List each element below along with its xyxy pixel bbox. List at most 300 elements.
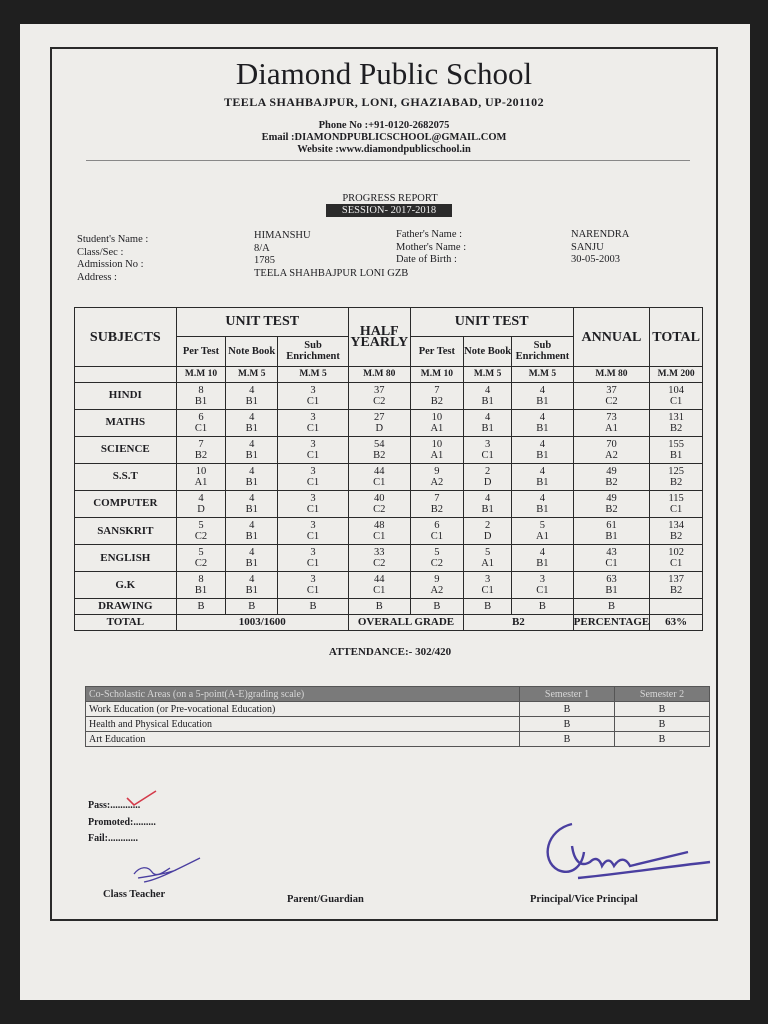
mark-cell [226, 463, 278, 490]
mark-grade: C1 [306, 503, 320, 515]
mark-cell [464, 490, 512, 517]
mark-grade: C1 [306, 558, 320, 570]
mark-value: 4 [198, 492, 204, 504]
student-address: TEELA SHAHBAJPUR LONI GZB [254, 267, 409, 279]
co-grade-sem2: B [615, 717, 710, 732]
mark-value: 134 [668, 520, 684, 532]
note-book-header-2: Note Book [464, 336, 512, 367]
mark-cell [512, 490, 573, 517]
result-pass: Pass:............ [88, 800, 141, 811]
label-mother: Mother's Name : [396, 241, 467, 253]
subject-name: MATHS [75, 409, 177, 436]
mark-cell [464, 436, 512, 463]
mark-cell [573, 436, 650, 463]
mark-value: 4 [249, 384, 255, 396]
mark-cell [176, 436, 226, 463]
mark-value: 3 [485, 574, 491, 586]
drawing-row [75, 599, 703, 614]
mark-grade: C1 [373, 476, 386, 488]
mark-cell [410, 436, 463, 463]
subject-row [75, 572, 703, 599]
max-marks-cell: M.M 80 [573, 367, 650, 382]
mark-value: 3 [310, 547, 316, 559]
school-name: Diamond Public School [235, 56, 533, 91]
mark-value: 3 [310, 384, 316, 396]
result-fail: Fail:............ [88, 833, 138, 844]
father-name: NARENDRA [571, 229, 630, 240]
mark-value: 4 [249, 438, 255, 450]
drawing-grade: B [348, 599, 410, 614]
subject-row [75, 436, 703, 463]
co-scholastic-row [86, 717, 710, 732]
mark-grade: C1 [306, 422, 320, 434]
mark-value: 70 [606, 438, 617, 450]
subject-name: SANSKRIT [75, 517, 177, 544]
mark-cell [410, 463, 463, 490]
overall-grade: B2 [464, 614, 574, 630]
co-area: Health and Physical Education [86, 717, 520, 732]
mark-grade: A1 [430, 449, 444, 461]
mark-grade: D [197, 503, 205, 515]
subject-row [75, 463, 703, 490]
mark-cell [464, 545, 512, 572]
co-grade-sem1: B [520, 732, 615, 747]
mark-cell [278, 490, 349, 517]
mark-value: 49 [606, 492, 617, 504]
mark-value: 3 [310, 520, 316, 532]
mark-cell [348, 463, 410, 490]
mark-grade: B1 [245, 422, 258, 434]
subject-name: COMPUTER [75, 490, 177, 517]
mark-value: 5 [198, 520, 204, 532]
overall-grade-label: OVERALL GRADE [348, 614, 463, 630]
mark-grade: B1 [536, 395, 549, 407]
co-grade-sem1: B [520, 702, 615, 717]
sub-enrichment-header-1: Sub Enrichment [278, 336, 349, 367]
mark-cell [464, 517, 512, 544]
mark-grade: A1 [481, 558, 495, 570]
mark-grade: B1 [605, 585, 618, 597]
mark-cell [410, 382, 463, 409]
mark-cell [176, 517, 226, 544]
mark-value: 125 [668, 465, 684, 477]
mark-value: 4 [249, 411, 255, 423]
mark-value: 4 [539, 438, 546, 450]
max-marks-cell: M.M 5 [226, 367, 278, 382]
label-class: Class/Sec : [77, 246, 124, 258]
mark-grade: C1 [306, 476, 320, 488]
co-scholastic-row [86, 732, 710, 747]
drawing-grade: B [226, 599, 278, 614]
mark-value: 10 [195, 465, 207, 477]
mark-cell [176, 545, 226, 572]
co-grade-sem2: B [615, 732, 710, 747]
student-values [254, 230, 408, 280]
label-father: Father's Name : [396, 229, 463, 240]
mark-grade: B1 [245, 531, 258, 543]
mark-value: 4 [485, 384, 491, 396]
mark-grade: B2 [373, 449, 386, 461]
drawing-grade: B [512, 599, 573, 614]
mark-value: 137 [668, 574, 684, 586]
mark-grade: C2 [605, 395, 618, 407]
mark-grade: B2 [430, 503, 443, 515]
mark-value: 8 [198, 574, 204, 586]
mark-grade: C1 [669, 395, 683, 407]
mark-cell [176, 409, 226, 436]
mark-cell [226, 409, 278, 436]
mark-value: 43 [606, 547, 617, 559]
mark-value: 48 [374, 520, 385, 532]
mark-cell [464, 382, 512, 409]
class-teacher-label: Class Teacher [103, 889, 166, 900]
label-address: Address : [77, 271, 117, 283]
mark-value: 4 [249, 520, 255, 532]
mark-grade: A2 [430, 585, 444, 597]
mark-grade: B1 [194, 585, 208, 597]
mark-grade: D [375, 422, 384, 434]
mark-value: 155 [668, 438, 684, 450]
school-phone: Phone No :+91-0120-2682075 [318, 120, 450, 131]
mark-cell [573, 490, 650, 517]
date-of-birth: 30-05-2003 [571, 254, 620, 265]
mark-grade: B1 [536, 449, 549, 461]
mark-grade: B1 [536, 422, 549, 434]
mark-grade: C1 [306, 449, 320, 461]
subject-row [75, 517, 703, 544]
max-marks-cell: M.M 80 [348, 367, 410, 382]
semester-1-header: Semester 1 [520, 687, 615, 702]
mark-value: 4 [539, 465, 546, 477]
mark-cell [573, 545, 650, 572]
mark-cell [512, 545, 573, 572]
mark-cell [410, 545, 463, 572]
mark-cell [650, 572, 703, 599]
mark-cell [278, 463, 349, 490]
parent-values [571, 229, 629, 267]
mark-grade: C2 [373, 558, 386, 570]
mark-value: 6 [198, 411, 204, 423]
mark-cell [278, 382, 349, 409]
mark-grade: B2 [605, 476, 618, 488]
mark-cell [176, 463, 226, 490]
mark-value: 61 [606, 520, 617, 532]
mark-value: 104 [668, 384, 684, 396]
mark-cell [226, 545, 278, 572]
parent-guardian-label: Parent/Guardian [287, 894, 364, 905]
mark-value: 2 [485, 520, 491, 532]
subject-row [75, 490, 703, 517]
mark-value: 5 [485, 547, 491, 559]
school-address: TEELA SHAHBAJPUR, LONI, GHAZIABAD, UP-201102 [224, 95, 544, 109]
mark-grade: C1 [430, 531, 443, 543]
mark-value: 4 [539, 384, 546, 396]
mark-grade: B1 [245, 585, 258, 597]
drawing-grade [650, 599, 703, 614]
mark-cell [650, 517, 703, 544]
mark-grade: A1 [430, 422, 444, 434]
mark-value: 4 [539, 411, 546, 423]
label-admission: Admission No : [77, 259, 144, 270]
mark-value: 5 [198, 547, 204, 559]
mark-grade: A2 [430, 476, 444, 488]
mark-cell [278, 572, 349, 599]
mark-grade: B2 [669, 422, 683, 434]
mark-grade: B1 [245, 503, 258, 515]
mark-grade: D [483, 531, 492, 543]
subject-name: G.K [75, 572, 177, 599]
per-test-header-2: Per Test [410, 336, 463, 367]
mark-cell [348, 545, 410, 572]
mark-cell [650, 545, 703, 572]
semester-2-header: Semester 2 [615, 687, 710, 702]
mark-cell [348, 409, 410, 436]
mark-grade: C1 [306, 395, 320, 407]
mark-value: 8 [198, 384, 204, 396]
mark-value: 3 [539, 574, 546, 586]
mark-value: 9 [434, 574, 440, 586]
percentage-label: PERCENTAGE [573, 614, 650, 630]
mark-value: 37 [374, 384, 385, 396]
mark-cell [512, 463, 573, 490]
mark-cell [573, 572, 650, 599]
per-test-header-1: Per Test [176, 336, 226, 367]
mark-grade: C1 [605, 558, 618, 570]
half-yearly-header: HALF YEARLY [348, 308, 410, 367]
mark-cell [226, 436, 278, 463]
co-area: Art Education [86, 732, 520, 747]
max-marks-cell: M.M 5 [278, 367, 349, 382]
mark-grade: B1 [194, 395, 208, 407]
mother-name: SANJU [571, 241, 604, 253]
mark-value: 9 [434, 465, 440, 477]
mark-grade: A2 [605, 449, 618, 461]
mark-grade: B2 [669, 476, 683, 488]
mark-value: 7 [434, 492, 440, 504]
total-row [75, 614, 703, 630]
subject-row [75, 409, 703, 436]
mark-value: 6 [434, 520, 440, 532]
mark-value: 63 [606, 574, 617, 586]
check-mark-icon [124, 788, 158, 808]
total-marks: 1003/1600 [176, 614, 348, 630]
co-scholastic-table [85, 686, 710, 747]
mark-grade: B1 [481, 395, 494, 407]
mark-grade: C1 [669, 503, 683, 515]
mark-value: 3 [310, 411, 316, 423]
school-email: Email :DIAMONDPUBLICSCHOOL@GMAIL.COM [261, 132, 507, 143]
mark-value: 3 [310, 465, 316, 477]
student-name: HIMANSHU [254, 230, 311, 241]
mark-value: 33 [374, 547, 385, 559]
mark-cell [650, 409, 703, 436]
mark-value: 5 [539, 520, 546, 532]
mark-value: 73 [606, 411, 617, 423]
mark-grade: B2 [430, 395, 443, 407]
mark-value: 3 [310, 438, 316, 450]
attendance: ATTENDANCE:- 302/420 [328, 646, 452, 658]
co-scholastic-row [86, 702, 710, 717]
mark-value: 115 [668, 492, 684, 504]
mark-cell [410, 572, 463, 599]
mark-grade: B1 [245, 476, 258, 488]
mark-cell [226, 517, 278, 544]
max-marks-cell: M.M 5 [464, 367, 512, 382]
sub-enrichment-header-2: Sub Enrichment [512, 336, 573, 367]
mark-cell [348, 517, 410, 544]
mark-cell [278, 409, 349, 436]
max-marks-cell: M.M 200 [650, 367, 703, 382]
mark-value: 4 [539, 547, 546, 559]
mark-grade: B1 [536, 476, 549, 488]
mark-value: 10 [431, 438, 443, 450]
mark-grade: B2 [194, 449, 208, 461]
mark-grade: C2 [373, 395, 386, 407]
mark-cell [410, 490, 463, 517]
max-marks-cell: M.M 10 [176, 367, 226, 382]
mark-value: 49 [606, 465, 617, 477]
student-labels [77, 234, 148, 284]
mark-cell [650, 436, 703, 463]
student-class: 8/A [254, 242, 270, 254]
mark-cell [573, 517, 650, 544]
mark-cell [278, 545, 349, 572]
result-promoted: Promoted:......... [88, 817, 156, 828]
mark-cell [573, 463, 650, 490]
mark-value: 3 [310, 574, 316, 586]
mark-cell [512, 517, 573, 544]
header-divider [86, 160, 690, 161]
mark-cell [226, 490, 278, 517]
mark-grade: C1 [669, 558, 683, 570]
mark-grade: B1 [245, 449, 258, 461]
subject-name: SCIENCE [75, 436, 177, 463]
drawing-grade: B [573, 599, 650, 614]
co-grade-sem1: B [520, 717, 615, 732]
mark-value: 4 [249, 492, 255, 504]
mark-value: 44 [374, 574, 385, 586]
mark-value: 4 [485, 492, 491, 504]
mark-grade: B1 [245, 558, 258, 570]
drawing-grade: B [278, 599, 349, 614]
mark-cell [176, 572, 226, 599]
unit-test-2-header: UNIT TEST [410, 308, 573, 337]
note-book-header-1: Note Book [226, 336, 278, 367]
mark-grade: B1 [245, 395, 258, 407]
mark-value: 4 [249, 574, 255, 586]
principal-signature [538, 812, 728, 890]
mark-value: 102 [668, 547, 684, 559]
mark-cell [176, 382, 226, 409]
max-marks-cell: M.M 5 [512, 367, 573, 382]
mark-cell [176, 490, 226, 517]
drawing-grade: B [464, 599, 512, 614]
mark-cell [278, 436, 349, 463]
subject-name: DRAWING [75, 599, 177, 614]
mark-value: 7 [198, 438, 204, 450]
mark-cell [464, 409, 512, 436]
mark-grade: B1 [536, 558, 549, 570]
mark-grade: C1 [194, 422, 208, 434]
mark-grade: B1 [669, 449, 683, 461]
mark-grade: C2 [194, 558, 208, 570]
mark-cell [278, 517, 349, 544]
mark-cell [512, 436, 573, 463]
mark-value: 7 [434, 384, 440, 396]
mark-cell [348, 572, 410, 599]
mark-value: 4 [485, 411, 491, 423]
mark-cell [226, 572, 278, 599]
mark-grade: C2 [194, 531, 208, 543]
class-teacher-signature [126, 852, 206, 888]
mark-grade: B1 [481, 422, 494, 434]
mark-cell [512, 382, 573, 409]
mark-grade: B2 [605, 503, 618, 515]
subject-name: ENGLISH [75, 545, 177, 572]
mark-value: 10 [431, 411, 443, 423]
mark-grade: C1 [481, 449, 494, 461]
mark-grade: C2 [373, 503, 386, 515]
mark-cell [410, 409, 463, 436]
report-title: PROGRESS REPORT [342, 193, 438, 204]
mark-grade: B1 [536, 503, 549, 515]
unit-test-1-header: UNIT TEST [176, 308, 348, 337]
session-badge: SESSION- 2017-2018 [326, 204, 452, 217]
mark-cell [410, 517, 463, 544]
percentage-value: 63% [650, 614, 703, 630]
subject-row [75, 545, 703, 572]
mark-value: 54 [374, 438, 385, 450]
label-student-name: Student's Name : [77, 234, 149, 245]
subject-name: S.S.T [75, 463, 177, 490]
parent-labels [396, 229, 466, 267]
mark-grade: C1 [536, 585, 549, 597]
mark-grade: A1 [194, 476, 208, 488]
mark-cell [226, 382, 278, 409]
marks-table [74, 307, 703, 631]
mark-value: 40 [374, 492, 385, 504]
mark-value: 3 [485, 438, 491, 450]
mark-cell [512, 572, 573, 599]
mark-value: 27 [374, 411, 385, 423]
subject-name: HINDI [75, 382, 177, 409]
label-dob: Date of Birth : [396, 254, 457, 265]
mark-value: 4 [249, 465, 255, 477]
mark-grade: C1 [306, 531, 320, 543]
mark-grade: C1 [373, 531, 386, 543]
mark-grade: B1 [481, 503, 494, 515]
mark-grade: C1 [373, 585, 386, 597]
mark-value: 2 [485, 465, 491, 477]
mark-value: 4 [249, 547, 255, 559]
max-marks-cell: M.M 10 [410, 367, 463, 382]
mark-cell [348, 490, 410, 517]
mark-cell [512, 409, 573, 436]
mark-value: 44 [374, 465, 385, 477]
mark-grade: A1 [536, 531, 549, 543]
mark-cell [348, 436, 410, 463]
max-marks-spacer [75, 367, 177, 382]
subject-row [75, 382, 703, 409]
co-scholastic-header: Co-Scholastic Areas (on a 5-point(A-E)grading scale) [86, 687, 520, 702]
mark-grade: B1 [605, 531, 618, 543]
annual-header: ANNUAL [573, 308, 650, 367]
mark-grade: A1 [605, 422, 618, 434]
mark-cell [464, 463, 512, 490]
total-header: TOTAL [650, 308, 703, 367]
student-admission: 1785 [254, 255, 275, 266]
mark-cell [464, 572, 512, 599]
